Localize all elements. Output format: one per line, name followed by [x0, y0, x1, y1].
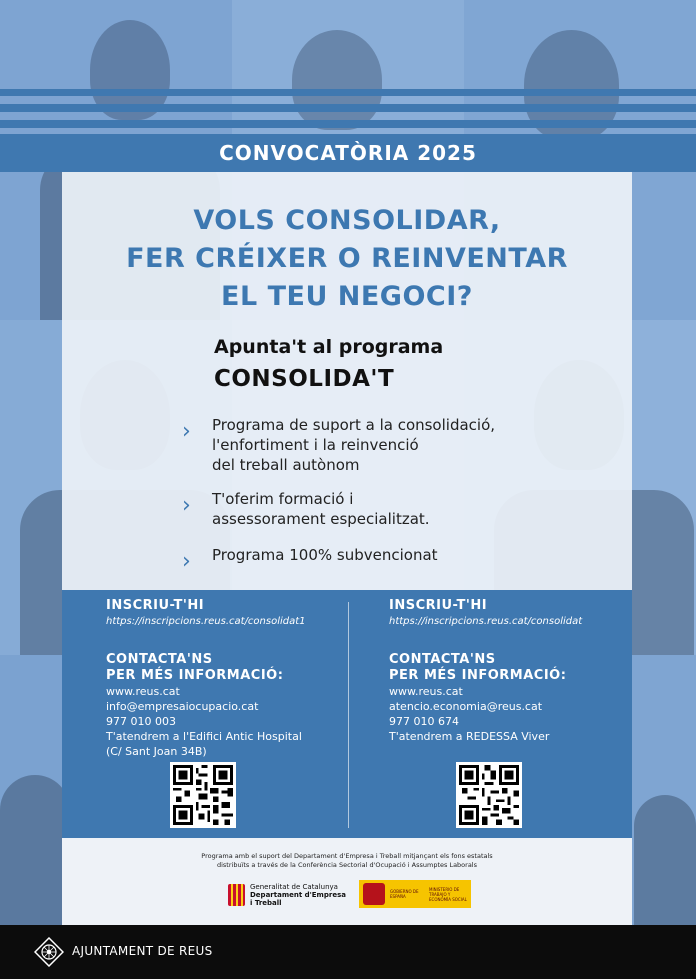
contact-title: CONTACTA'NS [106, 652, 213, 667]
list-item-text: Programa de suport a la consolidació, l'enfortiment i la reinvenció del treball autònom [212, 416, 496, 474]
contact-panel [62, 590, 632, 838]
call-banner [0, 134, 696, 172]
list-item [182, 489, 430, 529]
program-name: CONSOLIDA'T [214, 366, 395, 392]
decorative-stripe [0, 104, 696, 112]
bottom-bar [0, 925, 696, 979]
address-line: T'atendrem a REDESSA Viver [389, 730, 550, 743]
organization-name: AJUNTAMENT DE REUS [72, 944, 213, 958]
contact-subtitle: PER MÉS INFORMACIÓ: [106, 668, 284, 683]
gobierno-espana-logo [359, 880, 471, 908]
generalitat-logo-text: Generalitat de Catalunya Departament d'Empresa i Treball [250, 883, 346, 907]
contact-column-right [389, 598, 659, 744]
headline-line-1: VOLS CONSOLIDAR, [193, 205, 501, 236]
list-item [182, 415, 495, 475]
chevron-right-icon: › [182, 549, 191, 574]
gobierno-label: GOBIERNO DE ESPAÑA [390, 889, 419, 899]
headline-line-3: EL TEU NEGOCI? [221, 281, 473, 312]
list-item [182, 545, 438, 573]
phone-number[interactable]: 977 010 003 [106, 715, 176, 728]
program-intro: Apunta't al programa [214, 336, 444, 358]
qr-code-icon[interactable] [170, 762, 236, 828]
coat-of-arms-icon [363, 883, 385, 905]
address-line: (C/ Sant Joan 34B) [106, 745, 207, 758]
email-link[interactable]: atencio.economia@reus.cat [389, 700, 543, 713]
contact-title: CONTACTA'NS [389, 652, 496, 667]
sponsor-note-line: distribuïts a través de la Conferència Sectorial d'Ocupació i Assumptes Laborals [216, 861, 478, 869]
signup-title: INSCRIU-T'HI [106, 598, 205, 613]
contact-subtitle: PER MÉS INFORMACIÓ: [389, 668, 567, 683]
website-link[interactable]: www.reus.cat [389, 685, 463, 698]
signup-link[interactable]: https://inscripcions.reus.cat/consolidat1 [106, 616, 306, 627]
ministerio-label: MINISTERIO DE TRABAJO Y ECONOMÍA SOCIAL [429, 886, 467, 902]
signup-link[interactable]: https://inscripcions.reus.cat/consolidat [389, 616, 583, 627]
signup-title: INSCRIU-T'HI [389, 598, 488, 613]
website-link[interactable]: www.reus.cat [106, 685, 180, 698]
email-link[interactable]: info@empresaiocupacio.cat [106, 700, 259, 713]
decorative-stripe [0, 89, 696, 96]
sponsor-note-line: Programa amb el suport del Departament d'Empresa i Treball mitjançant els fons estatals [201, 852, 493, 860]
chevron-right-icon: › [182, 493, 191, 518]
call-title: CONVOCATÒRIA 2025 [219, 141, 477, 165]
main-info-panel [62, 172, 632, 590]
list-item-text: T'oferim formació i assessorament especialitzat. [212, 490, 430, 528]
senyera-icon [228, 884, 245, 906]
sponsor-note [62, 852, 632, 870]
qr-code-icon[interactable] [456, 762, 522, 828]
sponsor-footer [62, 838, 632, 925]
generalitat-logo [228, 883, 346, 907]
column-divider [348, 602, 349, 828]
phone-number[interactable]: 977 010 674 [389, 715, 459, 728]
decorative-stripe [0, 120, 696, 128]
headline [62, 202, 632, 316]
contact-column-left [106, 598, 376, 759]
chevron-right-icon: › [182, 419, 191, 444]
headline-line-2: FER CRÉIXER O REINVENTAR [126, 243, 568, 274]
address-line: T'atendrem a l'Edifici Antic Hospital [106, 730, 302, 743]
list-item-text: Programa 100% subvencionat [212, 546, 438, 564]
reus-logo-icon [34, 937, 64, 967]
